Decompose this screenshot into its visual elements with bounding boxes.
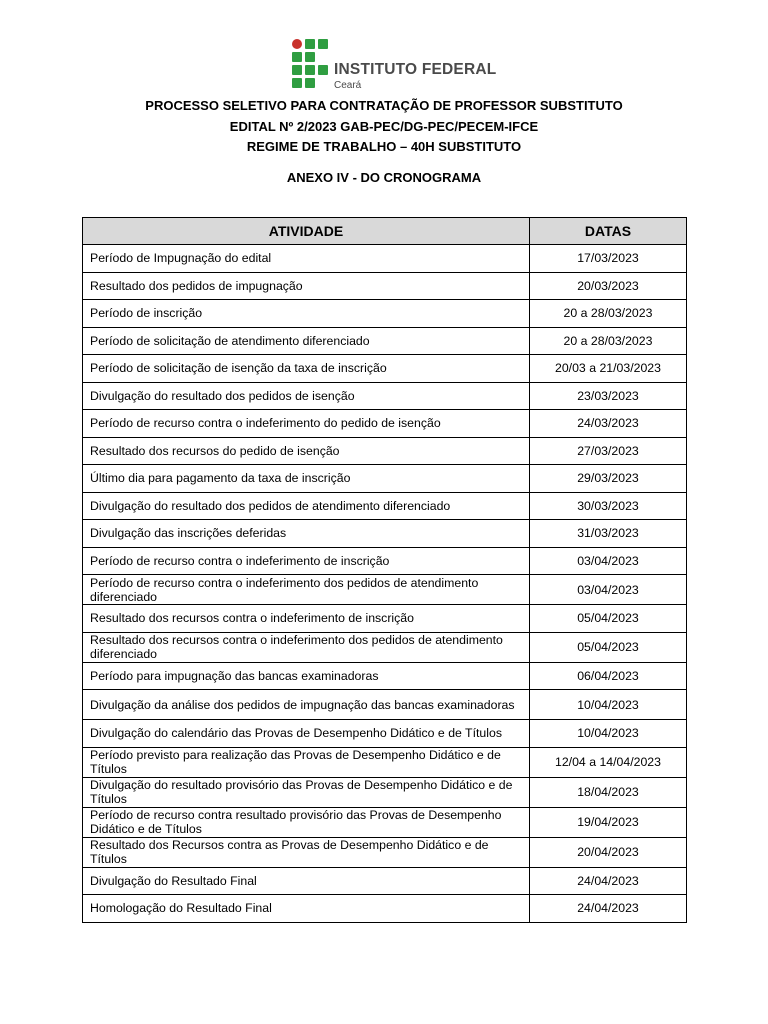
- date-cell: 24/04/2023: [530, 867, 687, 895]
- activity-cell: Divulgação do Resultado Final: [83, 867, 530, 895]
- logo-square: [318, 39, 328, 49]
- table-row: [83, 300, 687, 328]
- activity-cell: Homologação do Resultado Final: [83, 895, 530, 923]
- table-body: [83, 245, 687, 923]
- annex-title: ANEXO IV - DO CRONOGRAMA: [286, 170, 482, 185]
- date-cell: 30/03/2023: [530, 492, 687, 520]
- table-row: [83, 720, 687, 748]
- activity-cell: Período para impugnação das bancas examinadoras: [83, 662, 530, 690]
- date-cell: 20/04/2023: [530, 837, 687, 867]
- logo-square: [305, 52, 315, 62]
- table-row: [83, 632, 687, 662]
- table-row: [83, 437, 687, 465]
- document-heading: [0, 96, 768, 158]
- logo-name: INSTITUTO FEDERAL: [334, 61, 497, 78]
- dates-column-header: DATAS: [530, 218, 687, 245]
- table-row: [83, 895, 687, 923]
- activity-cell: Período de recurso contra o indeferimento do pedido de isenção: [83, 410, 530, 438]
- table-row: [83, 867, 687, 895]
- table-row: [83, 547, 687, 575]
- table-row: [83, 245, 687, 273]
- activity-cell: Período de recurso contra o indeferimento dos pedidos de atendimento diferenciado: [83, 575, 530, 605]
- activity-cell: Período de recurso contra o indeferimento de inscrição: [83, 547, 530, 575]
- date-cell: 05/04/2023: [530, 605, 687, 633]
- date-cell: 10/04/2023: [530, 690, 687, 720]
- logo-square: [318, 65, 328, 75]
- activity-cell: Período de recurso contra resultado provisório das Provas de Desempenho Didático e de Títulos: [83, 807, 530, 837]
- logo-square: [305, 78, 315, 88]
- activity-cell: Período de inscrição: [83, 300, 530, 328]
- date-cell: 19/04/2023: [530, 807, 687, 837]
- activity-cell: Resultado dos recursos contra o indeferimento dos pedidos de atendimento diferenciado: [83, 632, 530, 662]
- table-row: [83, 410, 687, 438]
- activity-cell: Resultado dos recursos do pedido de isenção: [83, 437, 530, 465]
- table-row: [83, 382, 687, 410]
- activity-cell: Resultado dos Recursos contra as Provas de Desempenho Didático e de Títulos: [83, 837, 530, 867]
- activity-column-header: ATIVIDADE: [83, 218, 530, 245]
- activity-cell: Resultado dos pedidos de impugnação: [83, 272, 530, 300]
- table-row: [83, 662, 687, 690]
- institute-logo: [292, 39, 497, 91]
- date-cell: 24/03/2023: [530, 410, 687, 438]
- heading-line-2: EDITAL Nº 2/2023 GAB-PEC/DG-PEC/PECEM-IFCE: [229, 118, 539, 134]
- date-cell: 03/04/2023: [530, 547, 687, 575]
- logo-square: [292, 65, 302, 75]
- date-cell: 24/04/2023: [530, 895, 687, 923]
- logo-square: [292, 78, 302, 88]
- activity-cell: Divulgação da análise dos pedidos de impugnação das bancas examinadoras: [83, 690, 530, 720]
- activity-cell: Período de solicitação de atendimento diferenciado: [83, 327, 530, 355]
- date-cell: 17/03/2023: [530, 245, 687, 273]
- date-cell: 31/03/2023: [530, 520, 687, 548]
- activity-cell: Período de solicitação de isenção da taxa de inscrição: [83, 355, 530, 383]
- activity-cell: Período previsto para realização das Provas de Desempenho Didático e de Títulos: [83, 747, 530, 777]
- activity-cell: Resultado dos recursos contra o indeferimento de inscrição: [83, 605, 530, 633]
- date-cell: 20 a 28/03/2023: [530, 327, 687, 355]
- activity-cell: Último dia para pagamento da taxa de inscrição: [83, 465, 530, 493]
- heading-line-3: REGIME DE TRABALHO – 40H SUBSTITUTO: [246, 139, 522, 154]
- activity-cell: Divulgação do calendário das Provas de Desempenho Didático e de Títulos: [83, 720, 530, 748]
- date-cell: 20/03/2023: [530, 272, 687, 300]
- date-cell: 06/04/2023: [530, 662, 687, 690]
- table-row: [83, 690, 687, 720]
- table-row: [83, 777, 687, 807]
- table-row: [83, 492, 687, 520]
- date-cell: 23/03/2023: [530, 382, 687, 410]
- table-row: [83, 575, 687, 605]
- table-row: [83, 465, 687, 493]
- activity-cell: Período de Impugnação do edital: [83, 245, 530, 273]
- date-cell: 18/04/2023: [530, 777, 687, 807]
- date-cell: 05/04/2023: [530, 632, 687, 662]
- logo-squares-icon: [292, 39, 332, 87]
- schedule-table: [82, 217, 687, 923]
- date-cell: 20 a 28/03/2023: [530, 300, 687, 328]
- table-row: [83, 327, 687, 355]
- table-row: [83, 837, 687, 867]
- heading-line-1: PROCESSO SELETIVO PARA CONTRATAÇÃO DE PROFESSOR SUBSTITUTO: [145, 98, 623, 113]
- table-row: [83, 355, 687, 383]
- logo-subtitle: Ceará: [334, 80, 362, 91]
- logo-square: [305, 39, 315, 49]
- activity-cell: Divulgação do resultado dos pedidos de atendimento diferenciado: [83, 492, 530, 520]
- date-cell: 10/04/2023: [530, 720, 687, 748]
- logo-square: [305, 65, 315, 75]
- date-cell: 29/03/2023: [530, 465, 687, 493]
- activity-cell: Divulgação do resultado provisório das Provas de Desempenho Didático e de Títulos: [83, 777, 530, 807]
- date-cell: 12/04 a 14/04/2023: [530, 747, 687, 777]
- table-row: [83, 605, 687, 633]
- logo-square: [292, 52, 302, 62]
- table-row: [83, 272, 687, 300]
- date-cell: 03/04/2023: [530, 575, 687, 605]
- table-row: [83, 747, 687, 777]
- activity-cell: Divulgação do resultado dos pedidos de isenção: [83, 382, 530, 410]
- date-cell: 20/03 a 21/03/2023: [530, 355, 687, 383]
- activity-cell: Divulgação das inscrições deferidas: [83, 520, 530, 548]
- date-cell: 27/03/2023: [530, 437, 687, 465]
- table-row: [83, 520, 687, 548]
- logo-red-circle: [292, 39, 302, 49]
- table-row: [83, 807, 687, 837]
- table-header-row: [83, 218, 687, 245]
